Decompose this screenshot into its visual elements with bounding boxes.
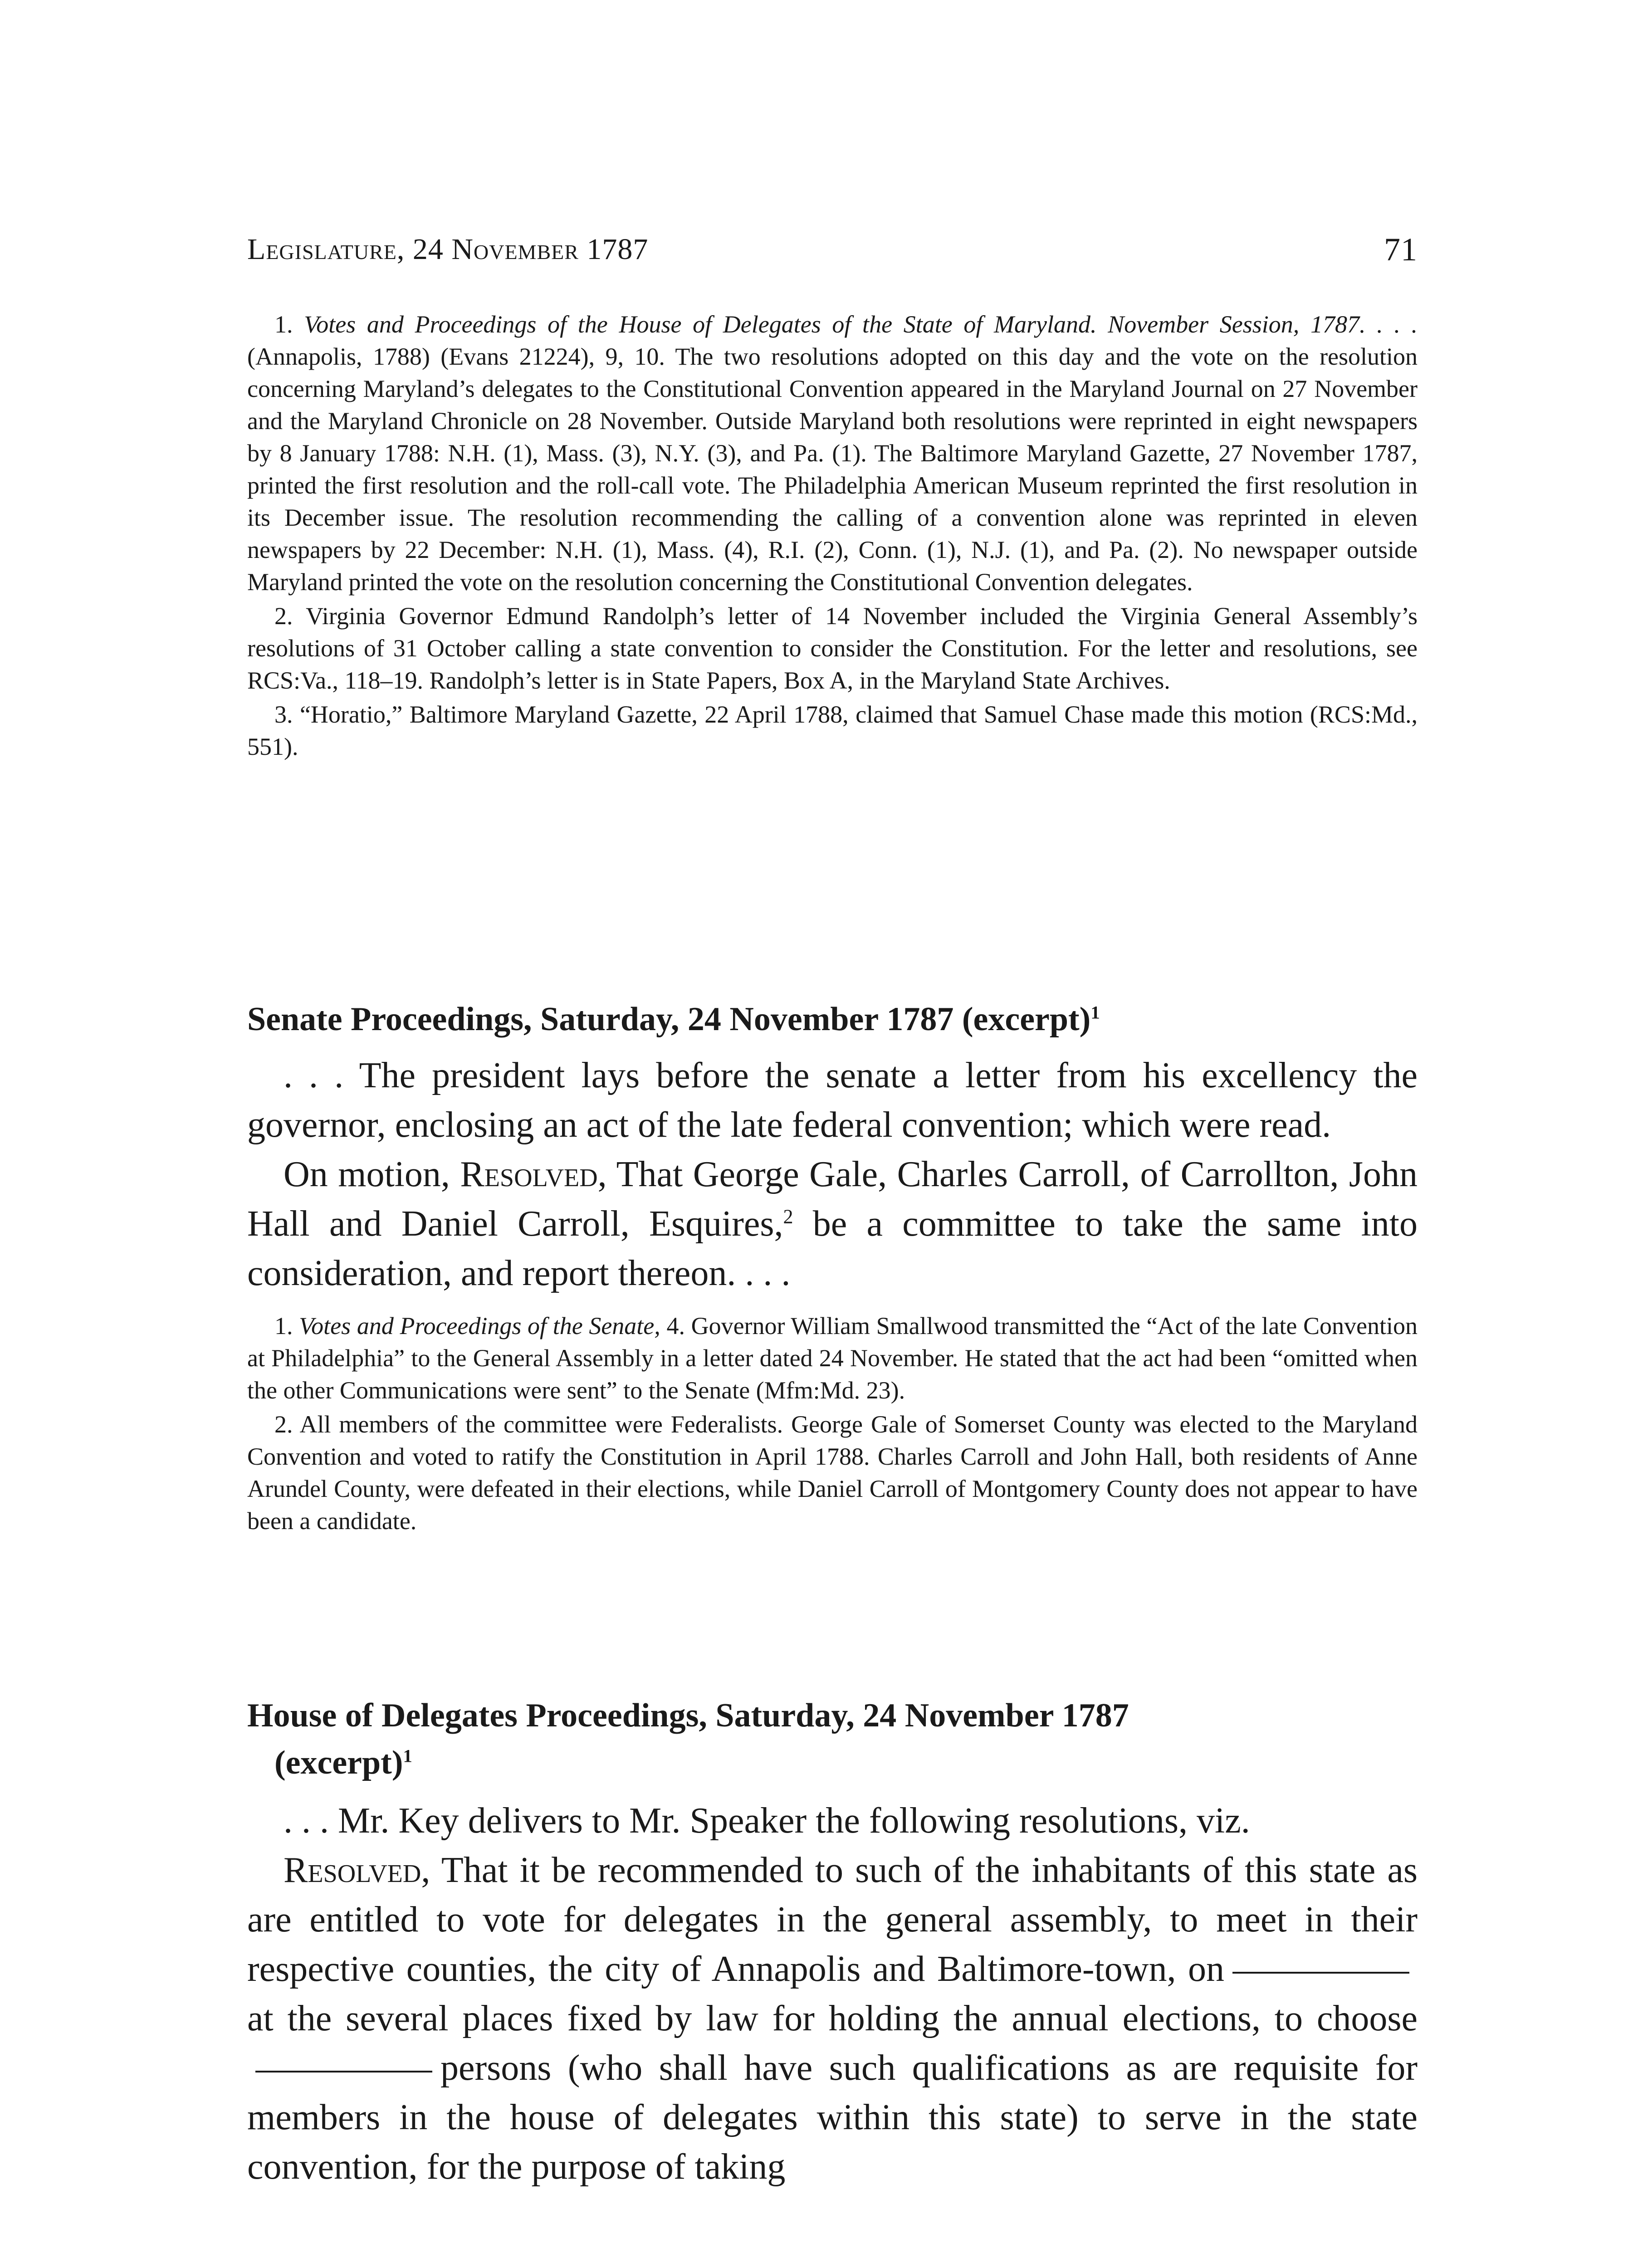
house-paragraph-2: Resolved, That it be recommended to such of the inhabitants of this state as are entitled to vote for delegates in the general assembly, to meet in their respective counties, the city of Annapolis and Baltimore-town, onat the several places fixed by law for holding the annual elections, to choosepersons (who shall have such qualifications as are requisite for members in the house of delegates within this state) to serve in the state convention, for the purpose of taking: [247, 1850, 1418, 2187]
number-blank-line: [255, 2071, 432, 2072]
house-paragraph-1: . . . Mr. Key delivers to Mr. Speaker the following resolutions, viz.: [284, 1801, 1250, 1841]
footnotes-previous-section: [247, 308, 1418, 763]
running-head-title: Legislature, 24 November 1787: [247, 233, 649, 266]
senate-paragraph-1: . . . The president lays before the senate a letter from his excellency the governor, enclosing an act of the late federal convention; which were read.: [247, 1056, 1418, 1145]
house-section: [247, 1692, 1418, 2192]
senate-footnote-1: 1. Votes and Proceedings of the Senate, 4. Governor William Smallwood transmitted the “Act of the late Convention at Philadelphia” to the General Assembly in a letter dated 24 November. He stated that the act had been “omitted when the other Communications were sent” to the Senate (Mfm:Md. 23).: [247, 1312, 1418, 1404]
house-heading: House of Delegates Proceedings, Saturday, 24 November 1787 (excerpt)$^1$: [247, 1697, 1129, 1781]
footnote-3: 3. “Horatio,” Baltimore Maryland Gazette, 22 April 1788, claimed that Samuel Chase made this motion (RCS:Md., 551).: [247, 701, 1418, 760]
senate-heading: Senate Proceedings, Saturday, 24 November 1787 (excerpt)$^1$: [247, 1001, 1100, 1038]
senate-paragraph-2: On motion, Resolved, That George Gale, Charles Carroll, of Carrollton, John Hall and Daniel Carroll, Esquires,$^2$ be a committee to take the same into consideration, and report thereon. . . .: [247, 1154, 1418, 1293]
senate-section: [247, 996, 1418, 1537]
senate-footnote-2: 2. All members of the committee were Federalists. George Gale of Somerset County was elected to the Maryland Convention and voted to ratify the Constitution in April 1788. Charles Carroll and John Hall, both residents of Anne Arundel County, were defeated in their elections, while Daniel Carroll of Montgomery County does not appear to have been a candidate.: [247, 1411, 1418, 1535]
date-blank-line: [1232, 1972, 1409, 1974]
senate-footnotes: [247, 1310, 1418, 1537]
page-number: 71: [1384, 231, 1418, 268]
running-head: [247, 227, 1418, 272]
footnote-2: 2. Virginia Governor Edmund Randolph’s letter of 14 November included the Virginia General Assembly’s resolutions of 31 October calling a state convention to consider the Constitution. For the letter and resolutions, see RCS:Va., 118–19. Randolph’s letter is in State Papers, Box A, in the Maryland State Archives.: [247, 602, 1418, 694]
footnote-1: 1. Votes and Proceedings of the House of Delegates of the State of Maryland. November Session, 1787. . . . (Annapolis, 1788) (Evans 21224), 9, 10. The two resolutions adopted on this day and the vote on the resolution concerning Maryland’s delegates to the Constitutional Convention appeared in the Maryland Journal on 27 November and the Maryland Chronicle on 28 November. Outside Maryland both resolutions were reprinted in eight newspapers by 8 January 1788: N.H. (1), Mass. (3), N.Y. (3), and Pa. (1). The Baltimore Maryland Gazette, 27 November 1787, printed the first resolution and the roll-call vote. The Philadelphia American Museum reprinted the first resolution in its December issue. The resolution recommending the calling of a convention alone was reprinted in eleven newspapers by 22 December: N.H. (1), Mass. (4), R.I. (2), Conn. (1), N.J. (1), and Pa. (2). No newspaper outside Maryland printed the vote on the resolution concerning the Constitutional Convention delegates.: [247, 311, 1418, 596]
footnote-1-title: Votes and Proceedings of the House of Delegates of the State of Maryland. November Session, 1787. . . .: [304, 311, 1418, 338]
